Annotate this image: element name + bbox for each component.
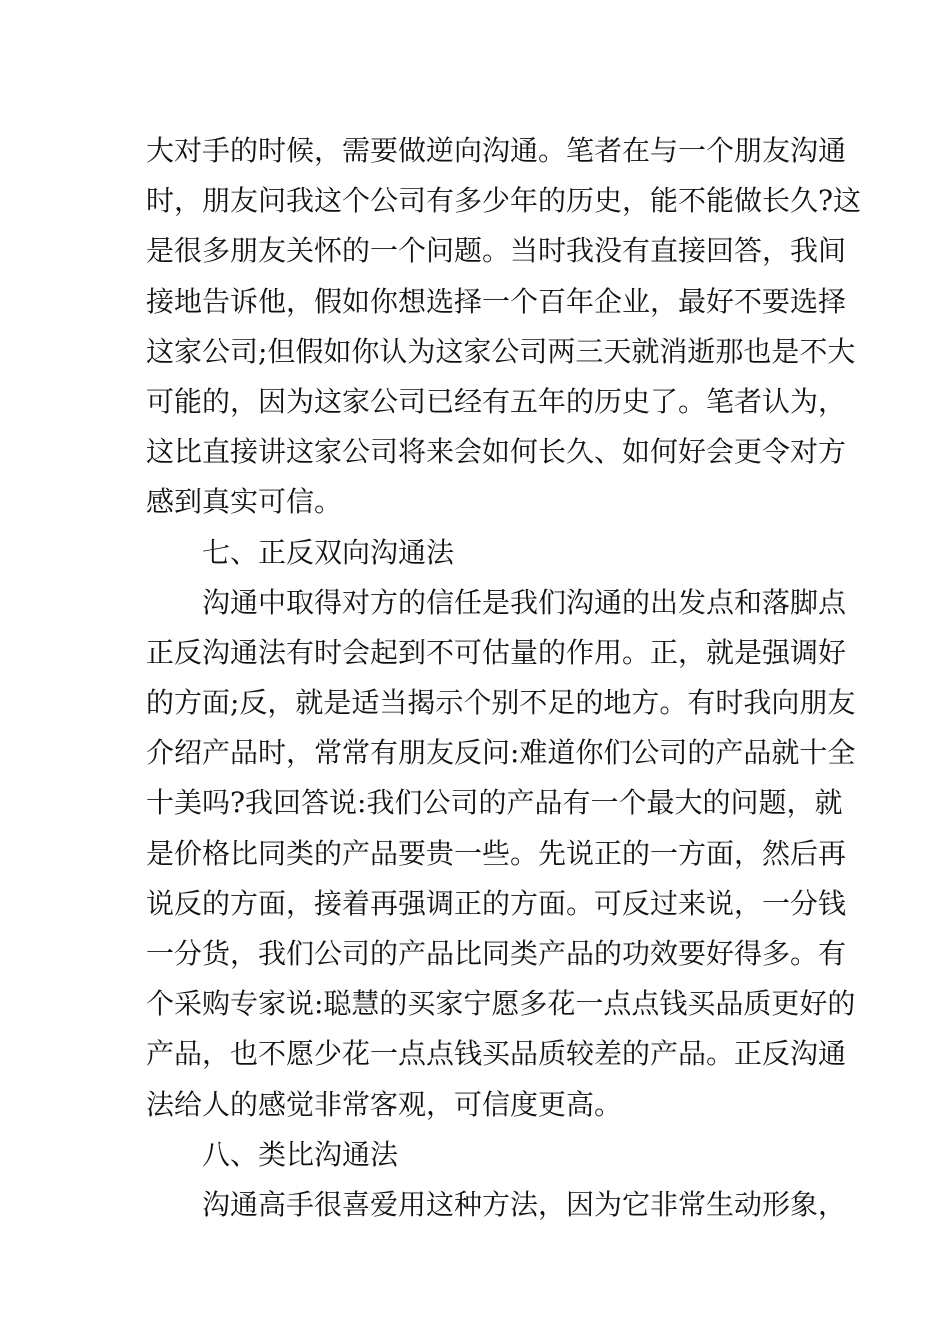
text-line: 感到真实可信。 (146, 485, 343, 519)
text-line: 接地告诉他，假如你想选择一个百年企业，最好不要选择 (146, 284, 847, 318)
text-line: 说反的方面，接着再强调正的方面。可反过来说，一分钱 (146, 886, 847, 920)
text-line: 是价格比同类的产品要贵一些。先说正的一方面，然后再 (146, 836, 847, 870)
text-line: 一分货，我们公司的产品比同类产品的功效要好得多。有 (146, 937, 847, 970)
text-line: 的方面;反，就是适当揭示个别不足的地方。有时我向朋友 (146, 686, 856, 720)
text-line: 这比直接讲这家公司将来会如何长久、如何好会更令对方 (146, 435, 847, 469)
text-line: 大对手的时候，需要做逆向沟通。笔者在与一个朋友沟通 (146, 134, 847, 167)
text-line: 正反沟通法有时会起到不可估量的作用。正，就是强调好 (146, 635, 847, 669)
paragraph-start: 沟通中取得对方的信任是我们沟通的出发点和落脚点 (202, 585, 847, 619)
text-line: 这家公司;但假如你认为这家公司两三天就消逝那也是不大 (146, 334, 856, 368)
paragraph-start: 沟通高手很喜爱用这种方法，因为它非常生动形象， (202, 1187, 847, 1221)
text-line: 产品，也不愿少花一点点钱买品质较差的产品。正反沟通 (146, 1037, 847, 1071)
text-line: 可能的，因为这家公司已经有五年的历史了。笔者认为， (146, 384, 847, 418)
text-line: 时，朋友问我这个公司有多少年的历史，能不能做长久?这 (146, 184, 862, 218)
text-line: 十美吗?我回答说:我们公司的产品有一个最大的问题，就 (146, 786, 843, 820)
section-heading: 七、正反双向沟通法 (202, 535, 455, 569)
text-line: 个采购专家说:聪慧的买家宁愿多花一点点钱买品质更好的 (146, 987, 856, 1021)
text-line: 介绍产品时，常常有朋友反问:难道你们公司的产品就十全 (146, 736, 856, 770)
text-line: 是很多朋友关怀的一个问题。当时我没有直接回答，我间 (146, 234, 847, 268)
body-text (146, 126, 862, 1230)
section-heading: 八、类比沟通法 (202, 1137, 399, 1171)
text-line: 法给人的感觉非常客观，可信度更高。 (146, 1087, 623, 1121)
